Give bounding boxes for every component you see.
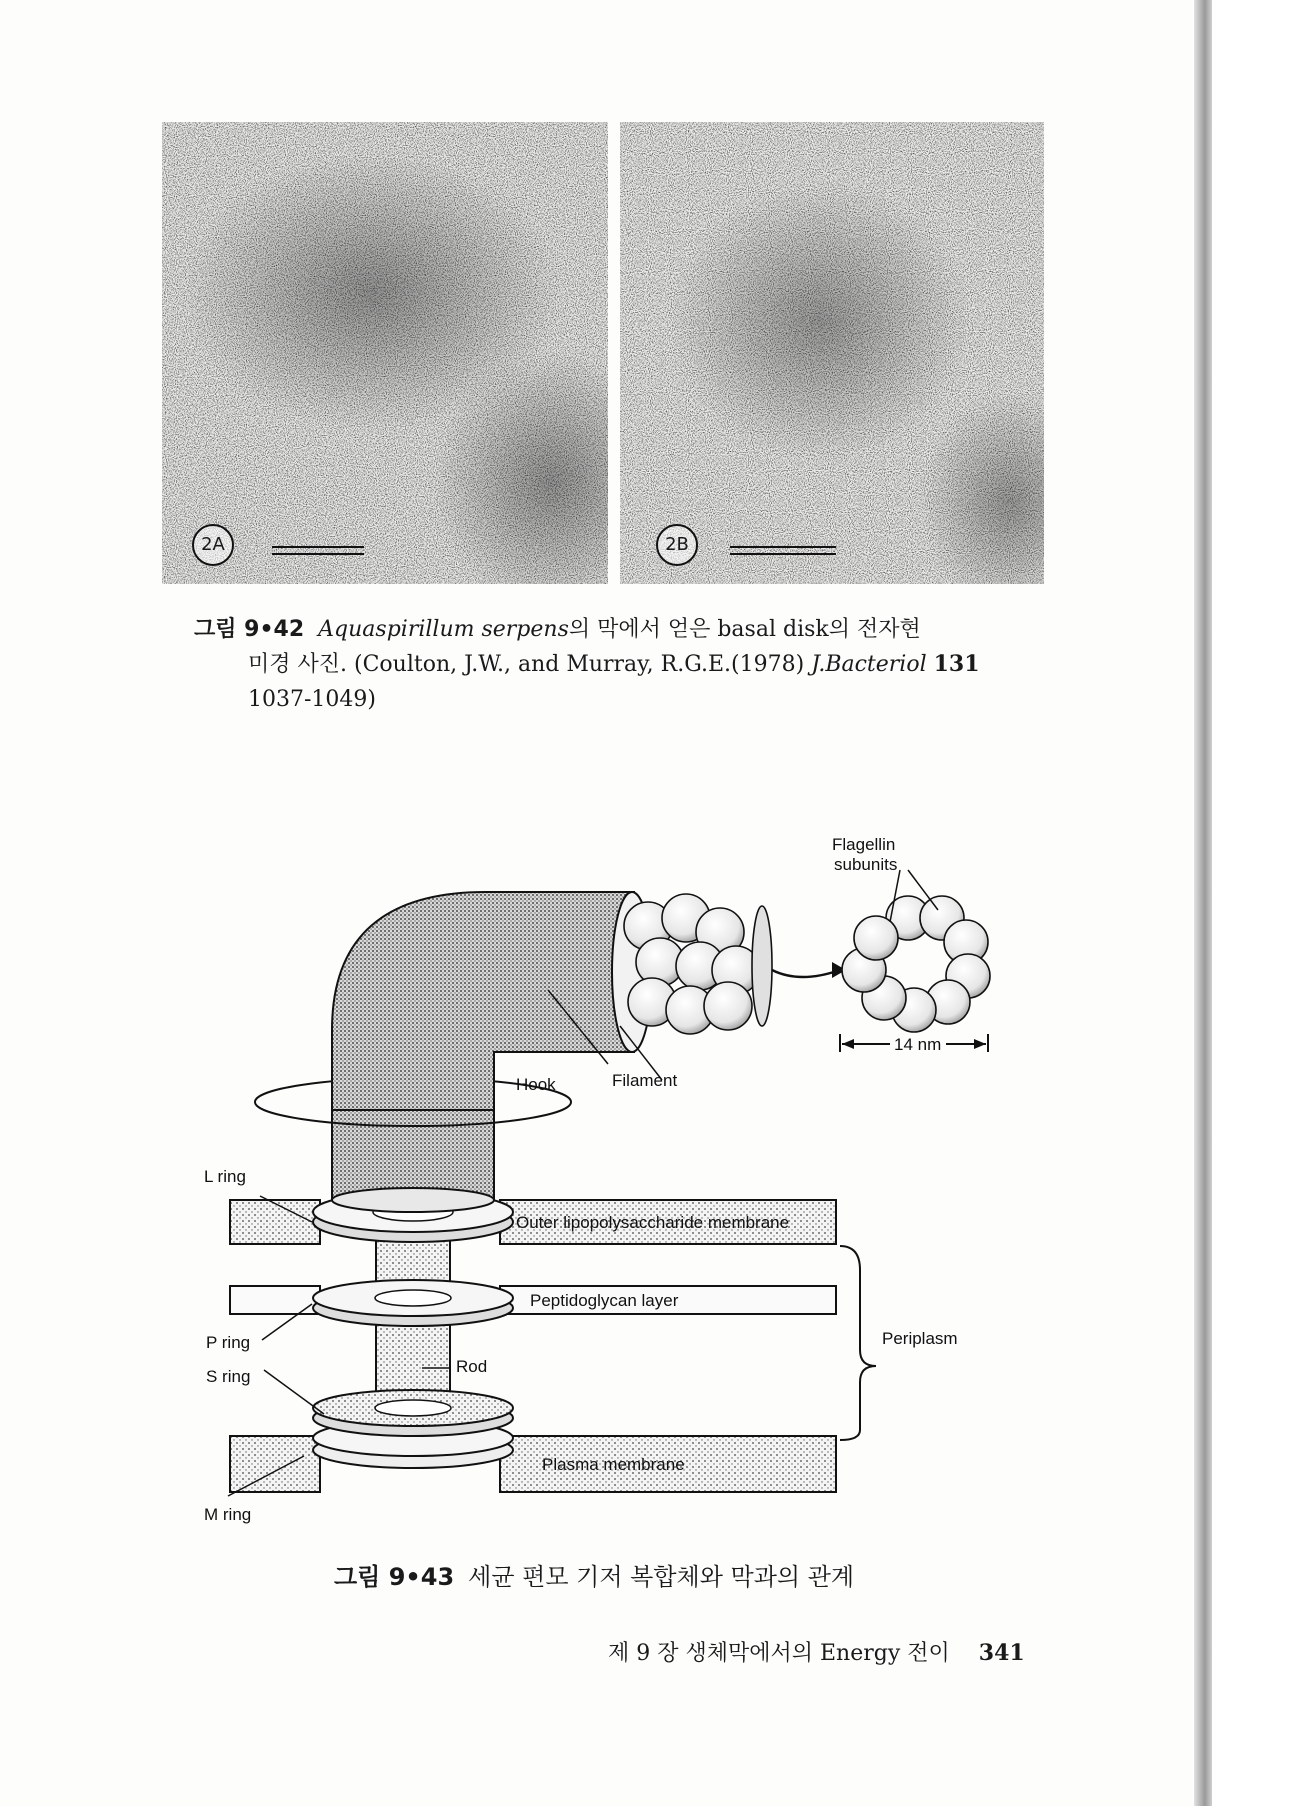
caption-line-2 [194,647,1044,682]
periplasm-bracket [840,1246,876,1440]
hook-base [332,1100,494,1200]
filament [624,894,772,1034]
caption-number: 그림 9•42 [194,617,305,642]
label-outer-membrane: Outer lipopolysaccharide membrane [516,1213,790,1232]
flagellin-cross-section [842,896,990,1032]
label-p-ring: P ring [206,1333,251,1352]
label-peptidoglycan: Peptidoglycan layer [530,1291,679,1310]
panel-b-label: 2B [656,524,698,566]
label-periplasm: Periplasm [882,1329,958,1348]
scale-bar-icon [272,546,364,555]
hook [332,892,634,1110]
running-footer [608,1636,1025,1667]
micrograph-2b [620,122,1044,584]
caption-text: 세균 편모 기저 복합체와 막과의 관계 [468,1563,855,1591]
caption-text: 의 막에서 얻은 basal disk의 전자현 [568,617,921,642]
caption-number: 그림 9•43 [334,1563,455,1591]
flagellar-motor-diagram [200,830,1000,1550]
page-number: 341 [978,1640,1025,1666]
caption-line-3 [194,682,1044,717]
citation-pages: 1037-1049) [248,687,376,712]
p-ring [313,1280,513,1326]
label-rod: Rod [456,1357,488,1376]
label-plasma-membrane: Plasma membrane [542,1455,685,1474]
figure-942-caption [194,612,1044,717]
label-width: 14 nm [894,1035,942,1054]
citation-authors: (Coulton, J.W., and Murray, R.G.E.(1978) [354,652,805,677]
label-m-ring: M ring [204,1505,252,1524]
s-ring [313,1390,513,1436]
page-edge [1194,0,1212,1806]
scale-bar-icon [730,546,836,555]
caption-text: 미경 사진. [248,652,347,677]
chapter-title: 제 9 장 생체막에서의 Energy 전이 [608,1641,950,1666]
label-s-ring: S ring [206,1367,251,1386]
micrograph-2a [162,122,608,584]
panel-a-label: 2A [192,524,234,566]
label-subunits: subunits [834,855,898,874]
label-hook: Hook [516,1075,556,1094]
label-filament: Filament [612,1071,678,1090]
arrow-icon [772,970,840,977]
figure-943-caption [334,1560,854,1595]
label-flagellin: Flagellin [832,835,896,854]
species-name: Aquaspirillum serpens [318,617,569,642]
citation-journal: J.Bacteriol [811,652,927,677]
label-l-ring: L ring [204,1167,246,1186]
citation-volume: 131 [933,651,980,677]
caption-line-1 [194,612,1044,647]
